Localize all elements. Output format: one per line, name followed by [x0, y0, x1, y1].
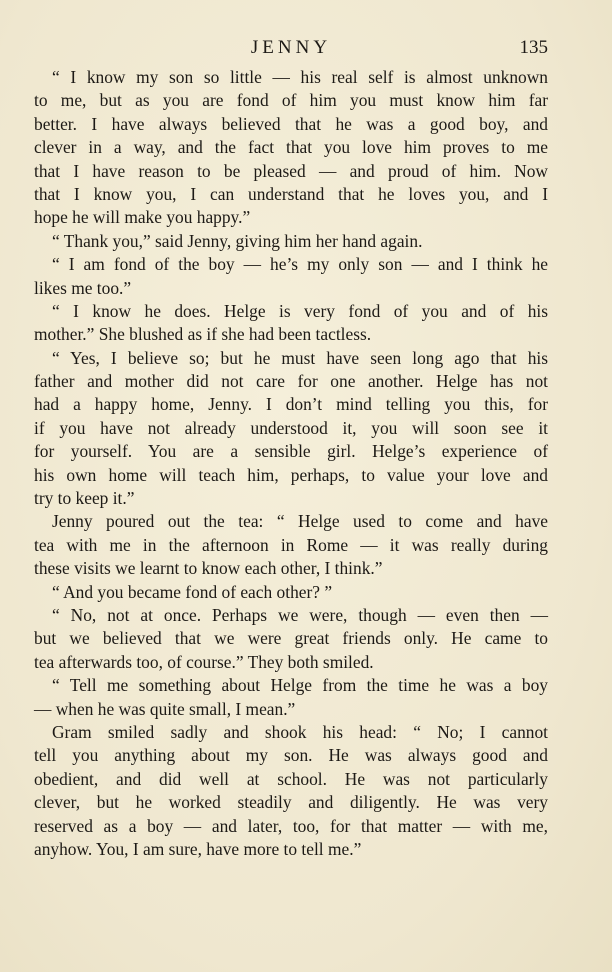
text-line: tea with me in the afternoon in Rome — it was really during	[34, 534, 548, 555]
text-line: if you have not already understood it, you will soon see it	[34, 417, 548, 438]
text-line: but we believed that we were great friends only. He came to	[34, 628, 548, 649]
text-line: these visits we learnt to know each other, I think.”	[34, 558, 383, 579]
text-line: “ Yes, I believe so; but he must have seen long ago that his	[52, 347, 548, 368]
text-line: his own home will teach him, perhaps, to value your love and	[34, 464, 548, 485]
text-line: reserved as a boy — and later, too, for that matter — with me,	[34, 815, 548, 836]
text-line: tell you anything about my son. He was always good and	[34, 745, 548, 766]
text-line: mother.” She blushed as if she had been tactless.	[34, 324, 372, 345]
text-line: “ No, not at once. Perhaps we were, though — even then —	[52, 604, 548, 625]
text-line: that I have reason to be pleased — and proud of him. Now	[34, 160, 548, 181]
text-line: “ I know my son so little — his real self is almost unknown	[52, 67, 548, 87]
text-line: — when he was quite small, I mean.”	[34, 698, 296, 719]
text-line: try to keep it.”	[34, 488, 135, 509]
text-line: for yourself. You are a sensible girl. Helge’s experience of	[34, 441, 548, 462]
text-line: “ Thank you,” said Jenny, giving him her hand again.	[52, 230, 423, 251]
text-line: obedient, and did well at school. He was not particularly	[34, 768, 548, 789]
text-line: father and mother did not care for one another. Helge has not	[34, 371, 548, 392]
running-head	[34, 36, 548, 60]
text-line: tea afterwards too, of course.” They both smiled.	[34, 651, 374, 672]
text-line: “ And you became fond of each other? ”	[52, 581, 333, 602]
text-line: “ I am fond of the boy — he’s my only son — and I think he	[52, 254, 548, 275]
text-line: had a happy home, Jenny. I don’t mind telling you this, for	[34, 394, 548, 415]
text-line: “ I know he does. Helge is very fond of you and of his	[52, 300, 548, 321]
text-line: Jenny poured out the tea: “ Helge used to come and have	[52, 511, 548, 532]
text-line: hope he will make you happy.”	[34, 207, 251, 228]
running-title: JENNY	[250, 37, 332, 58]
text-line: clever in a way, and the fact that you love him proves to me	[34, 137, 548, 158]
body-text	[34, 66, 548, 861]
page-number: 135	[519, 37, 548, 58]
text-line: clever, but he worked steadily and diligently. He was very	[34, 792, 548, 813]
text-line: that I know you, I can understand that he loves you, and I	[34, 183, 548, 204]
text-line: better. I have always believed that he was a good boy, and	[34, 113, 548, 134]
text-line: Gram smiled sadly and shook his head: “ No; I cannot	[52, 721, 548, 742]
text-line: “ Tell me something about Helge from the time he was a boy	[52, 675, 548, 696]
text-line: to me, but as you are fond of him you must know him far	[34, 90, 548, 111]
text-line: anyhow. You, I am sure, have more to tell me.”	[34, 838, 362, 859]
text-line: likes me too.”	[34, 277, 132, 298]
